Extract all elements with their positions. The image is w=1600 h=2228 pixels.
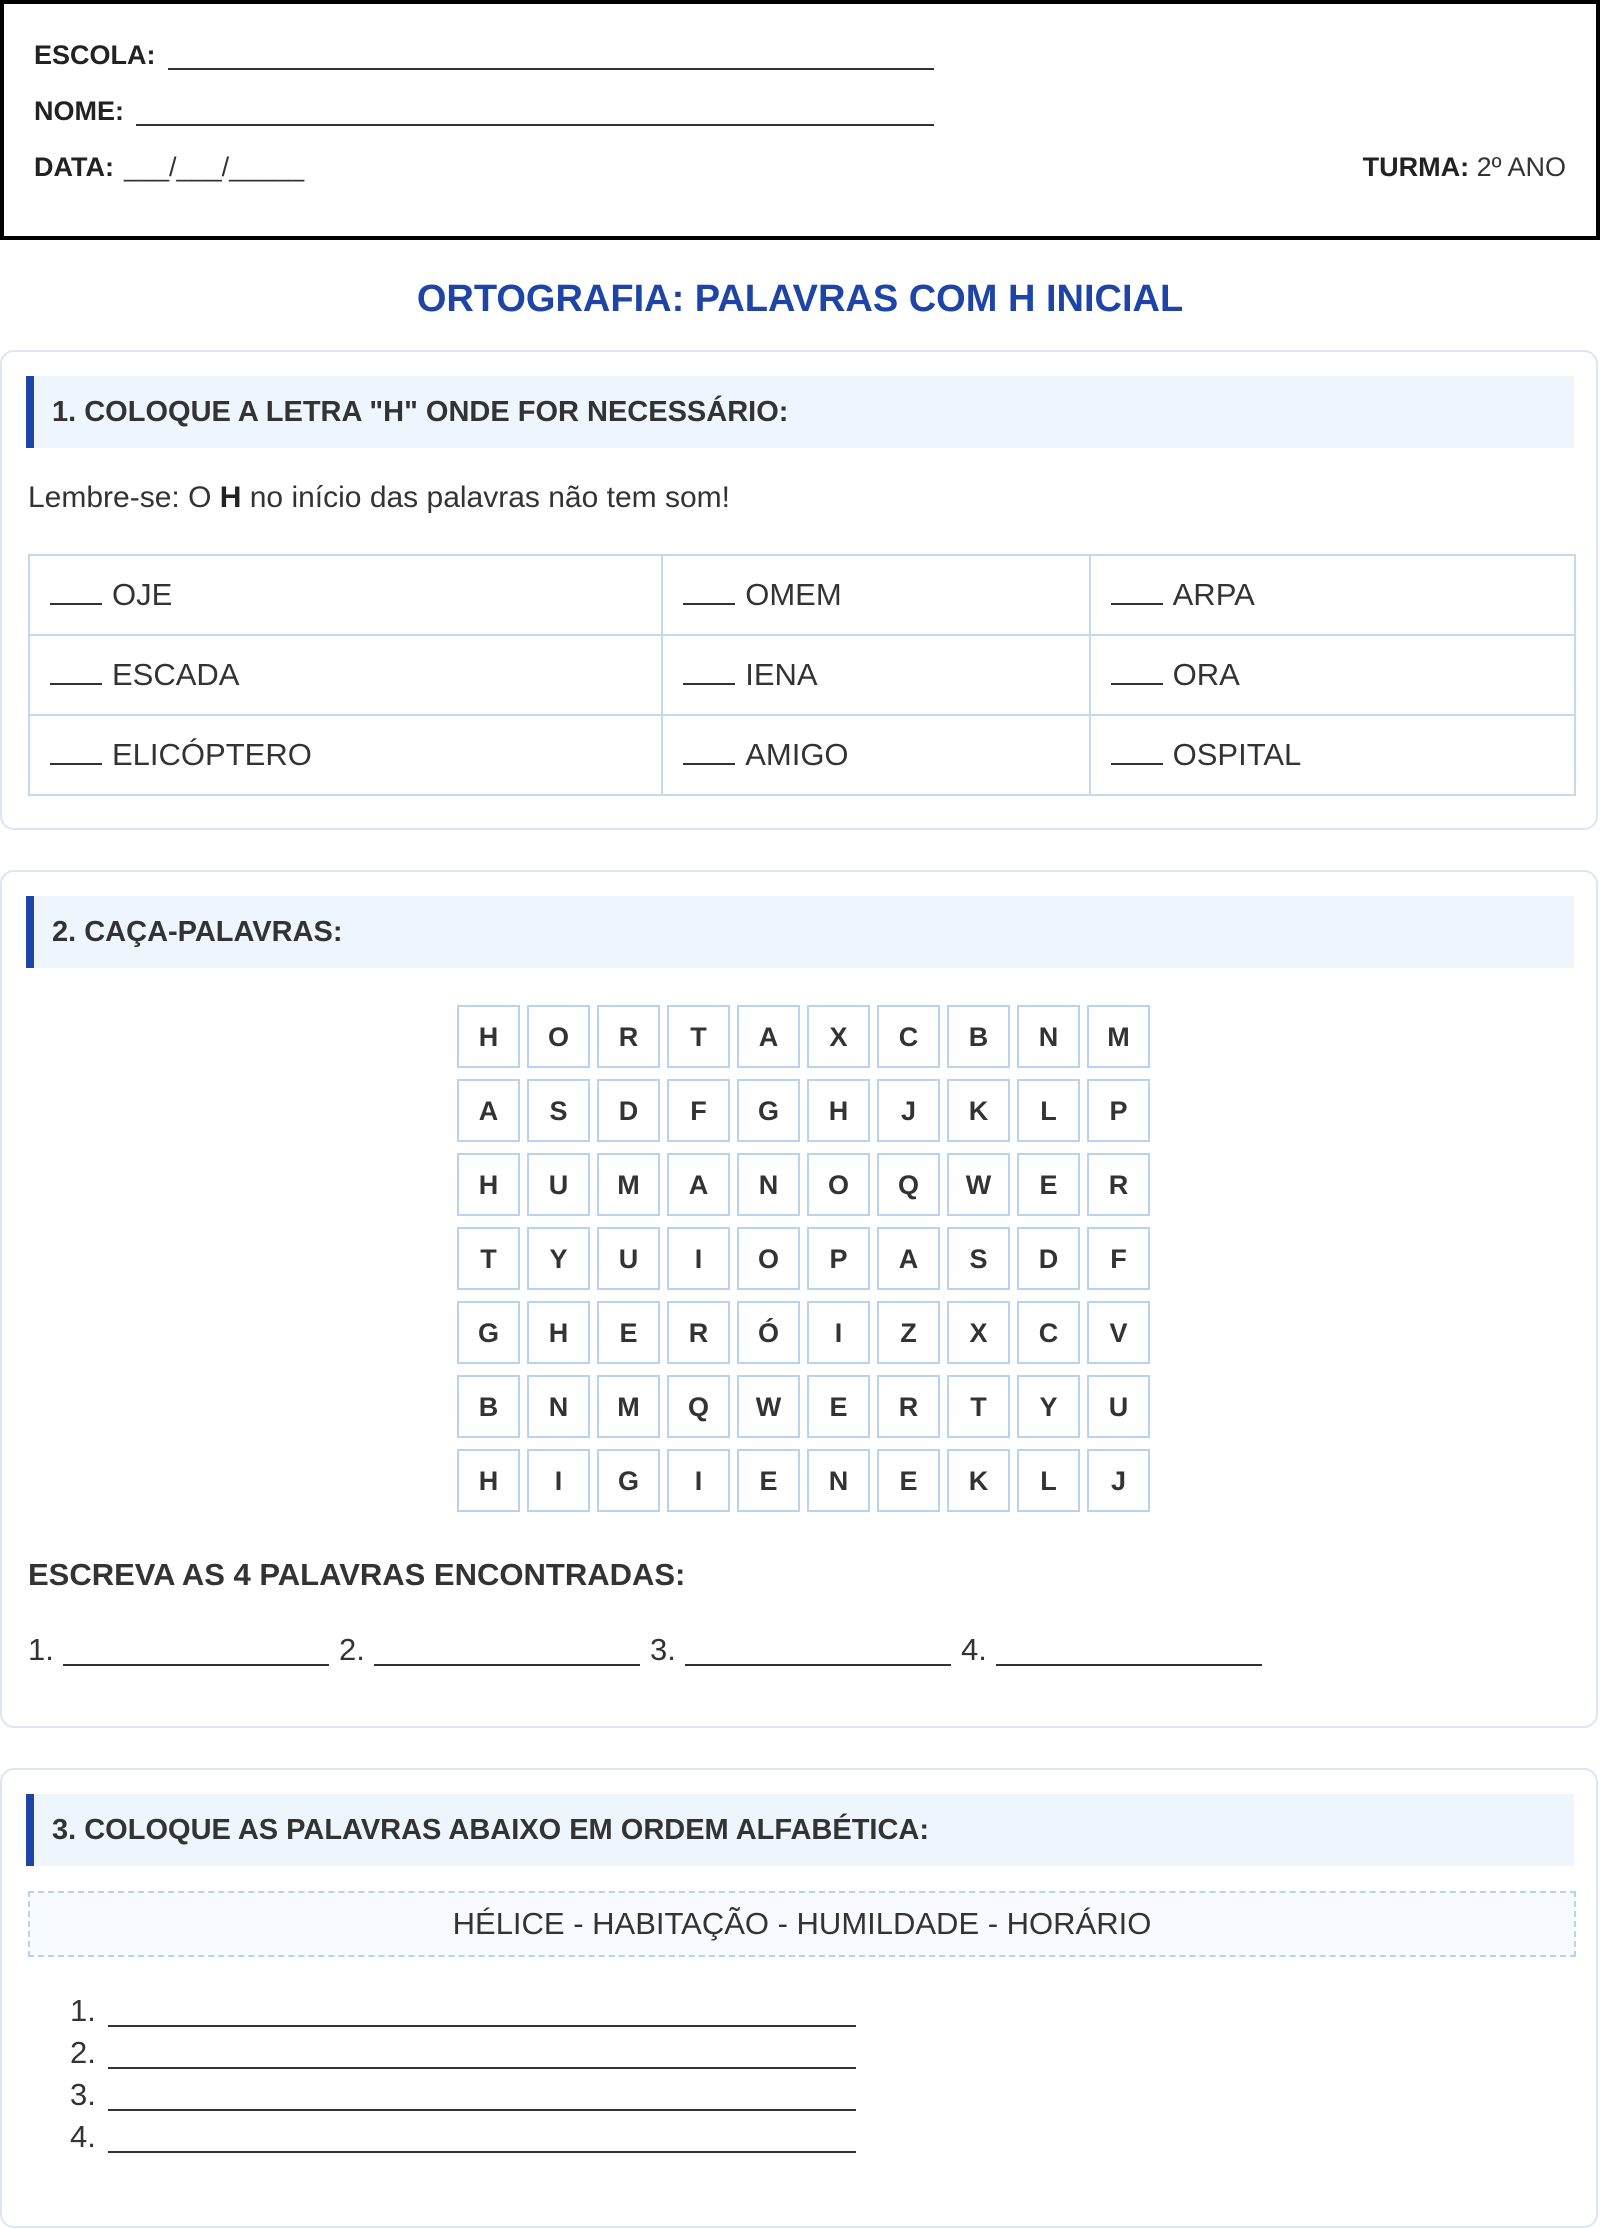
section-2 [0, 870, 1598, 1728]
grid-cell[interactable]: G [457, 1301, 520, 1364]
word-cell [662, 635, 1089, 715]
grid-cell[interactable]: Y [1017, 1375, 1080, 1438]
grid-cell[interactable]: K [947, 1079, 1010, 1142]
order-line[interactable] [108, 2109, 856, 2111]
section-1-heading: 1. COLOQUE A LETRA "H" ONDE FOR NECESSÁRIO: [26, 376, 1574, 448]
found-word-line[interactable] [63, 1664, 329, 1666]
grid-cell[interactable]: H [457, 1449, 520, 1512]
grid-cell[interactable]: T [947, 1375, 1010, 1438]
grid-cell[interactable]: E [877, 1449, 940, 1512]
grid-cell[interactable]: E [597, 1301, 660, 1364]
grid-cell[interactable]: X [947, 1301, 1010, 1364]
word-text: OJE [112, 577, 173, 612]
section-1 [0, 350, 1598, 830]
word-cell [1090, 555, 1575, 635]
grid-cell[interactable]: T [667, 1005, 730, 1068]
grid-cell[interactable]: I [527, 1449, 590, 1512]
grid-cell[interactable]: U [527, 1153, 590, 1216]
table-row [29, 635, 1575, 715]
grid-cell[interactable]: M [597, 1153, 660, 1216]
reminder-text [28, 481, 730, 515]
escola-line[interactable] [168, 68, 934, 70]
table-row [29, 715, 1575, 795]
letter-blank[interactable] [1111, 683, 1163, 685]
grid-cell[interactable]: E [737, 1449, 800, 1512]
grid-cell[interactable]: Z [877, 1301, 940, 1364]
grid-cell[interactable]: R [667, 1301, 730, 1364]
grid-cell[interactable]: A [667, 1153, 730, 1216]
order-line[interactable] [108, 2151, 856, 2153]
letter-blank[interactable] [50, 683, 102, 685]
grid-cell[interactable]: R [597, 1005, 660, 1068]
order-line[interactable] [108, 2067, 856, 2069]
letter-blank[interactable] [683, 763, 735, 765]
grid-cell[interactable]: H [807, 1079, 870, 1142]
grid-cell[interactable]: M [597, 1375, 660, 1438]
order-row [70, 2119, 870, 2155]
table-row [29, 555, 1575, 635]
grid-cell[interactable]: Q [667, 1375, 730, 1438]
grid-cell[interactable]: U [1087, 1375, 1150, 1438]
word-text: ESCADA [112, 657, 240, 692]
letter-blank[interactable] [1111, 603, 1163, 605]
grid-cell[interactable]: H [457, 1153, 520, 1216]
header-box [0, 0, 1600, 240]
turma-value: 2º ANO [1476, 152, 1566, 182]
grid-cell[interactable]: D [597, 1079, 660, 1142]
words-table [28, 554, 1576, 796]
grid-cell[interactable]: P [1087, 1079, 1150, 1142]
grid-cell[interactable]: T [457, 1227, 520, 1290]
grid-cell[interactable]: N [1017, 1005, 1080, 1068]
letter-blank[interactable] [50, 763, 102, 765]
letter-blank[interactable] [683, 683, 735, 685]
grid-cell[interactable]: A [457, 1079, 520, 1142]
grid-cell[interactable]: B [457, 1375, 520, 1438]
page-title: ORTOGRAFIA: PALAVRAS COM H INICIAL [416, 278, 1184, 320]
grid-cell[interactable]: J [877, 1079, 940, 1142]
section-3 [0, 1768, 1598, 2228]
grid-cell[interactable]: Q [877, 1153, 940, 1216]
order-number: 1. [70, 1993, 96, 2028]
grid-cell[interactable]: C [1017, 1301, 1080, 1364]
order-number: 3. [70, 2077, 96, 2112]
grid-cell[interactable]: H [457, 1005, 520, 1068]
grid-cell[interactable]: E [807, 1375, 870, 1438]
order-number: 4. [70, 2119, 96, 2154]
grid-cell[interactable]: E [1017, 1153, 1080, 1216]
order-line[interactable] [108, 2025, 856, 2027]
word-cell [29, 715, 662, 795]
grid-cell[interactable]: N [737, 1153, 800, 1216]
word-cell [662, 555, 1089, 635]
grid-cell[interactable]: A [737, 1005, 800, 1068]
grid-cell[interactable]: R [1087, 1153, 1150, 1216]
grid-cell[interactable]: N [807, 1449, 870, 1512]
nome-line[interactable] [136, 124, 934, 126]
section-2-heading: 2. CAÇA-PALAVRAS: [26, 896, 1574, 968]
found-word-line[interactable] [685, 1664, 951, 1666]
reminder-bold: H [219, 481, 242, 514]
grid-cell[interactable]: V [1087, 1301, 1150, 1364]
grid-cell[interactable]: M [1087, 1005, 1150, 1068]
section-3-heading: 3. COLOQUE AS PALAVRAS ABAIXO EM ORDEM ALFABÉTICA: [26, 1794, 1574, 1866]
grid-cell[interactable]: N [527, 1375, 590, 1438]
grid-cell[interactable]: G [737, 1079, 800, 1142]
found-word-number: 2. [339, 1632, 365, 1667]
found-words-row [28, 1632, 1528, 1672]
word-text: OSPITAL [1172, 737, 1302, 772]
grid-cell[interactable]: L [1017, 1449, 1080, 1512]
word-cell [1090, 715, 1575, 795]
nome-label: NOME: [34, 96, 124, 126]
word-cell [662, 715, 1089, 795]
letter-blank[interactable] [1111, 763, 1163, 765]
turma [1363, 152, 1566, 183]
grid-cell[interactable]: K [947, 1449, 1010, 1512]
found-word-number: 4. [961, 1632, 987, 1667]
order-row [70, 2035, 870, 2071]
grid-cell[interactable]: I [807, 1301, 870, 1364]
letter-blank[interactable] [683, 603, 735, 605]
found-word-line[interactable] [374, 1664, 640, 1666]
grid-cell[interactable]: A [877, 1227, 940, 1290]
reminder-pre: Lembre-se: O [28, 481, 220, 514]
grid-cell[interactable]: O [737, 1227, 800, 1290]
grid-cell[interactable]: F [1087, 1227, 1150, 1290]
grid-cell[interactable]: D [1017, 1227, 1080, 1290]
grid-cell[interactable]: F [667, 1079, 730, 1142]
grid-cell[interactable]: B [947, 1005, 1010, 1068]
grid-cell[interactable]: G [597, 1449, 660, 1512]
grid-cell[interactable]: C [877, 1005, 940, 1068]
reminder-post: no início das palavras não tem som! [241, 481, 730, 514]
word-text: OMEM [745, 577, 842, 612]
word-cell [1090, 635, 1575, 715]
found-word-line[interactable] [996, 1664, 1262, 1666]
grid-cell[interactable]: W [947, 1153, 1010, 1216]
word-cell [29, 555, 662, 635]
grid-cell[interactable]: I [667, 1449, 730, 1512]
grid-cell[interactable]: H [527, 1301, 590, 1364]
turma-label: TURMA: [1362, 152, 1470, 182]
word-text: IENA [745, 657, 818, 692]
found-word-number: 3. [650, 1632, 676, 1667]
data-value[interactable]: ___/___/_____ [124, 152, 305, 182]
grid-cell[interactable]: O [527, 1005, 590, 1068]
grid-cell[interactable]: Y [527, 1227, 590, 1290]
word-cell [29, 635, 662, 715]
grid-cell[interactable]: I [667, 1227, 730, 1290]
order-row [70, 2077, 870, 2113]
found-words-title: ESCREVA AS 4 PALAVRAS ENCONTRADAS: [28, 1557, 686, 1592]
order-number: 2. [70, 2035, 96, 2070]
word-text: ORA [1172, 657, 1240, 692]
grid-cell[interactable]: P [807, 1227, 870, 1290]
data-label: DATA: [34, 152, 114, 182]
grid-cell[interactable]: X [807, 1005, 870, 1068]
word-text: AMIGO [745, 737, 849, 772]
escola-label: ESCOLA: [34, 40, 156, 70]
grid-cell[interactable]: J [1087, 1449, 1150, 1512]
word-text: ARPA [1172, 577, 1255, 612]
grid-cell[interactable]: U [597, 1227, 660, 1290]
grid-cell[interactable]: S [947, 1227, 1010, 1290]
grid-cell[interactable]: O [807, 1153, 870, 1216]
words-to-sort: HÉLICE - HABITAÇÃO - HUMILDADE - HORÁRIO [28, 1891, 1576, 1957]
grid-cell[interactable]: L [1017, 1079, 1080, 1142]
found-word-number: 1. [28, 1632, 54, 1667]
grid-cell[interactable]: S [527, 1079, 590, 1142]
grid-cell[interactable]: W [737, 1375, 800, 1438]
word-text: ELICÓPTERO [112, 737, 312, 772]
grid-cell[interactable]: R [877, 1375, 940, 1438]
letter-blank[interactable] [50, 603, 102, 605]
order-row [70, 1993, 870, 2029]
grid-cell[interactable]: Ó [737, 1301, 800, 1364]
